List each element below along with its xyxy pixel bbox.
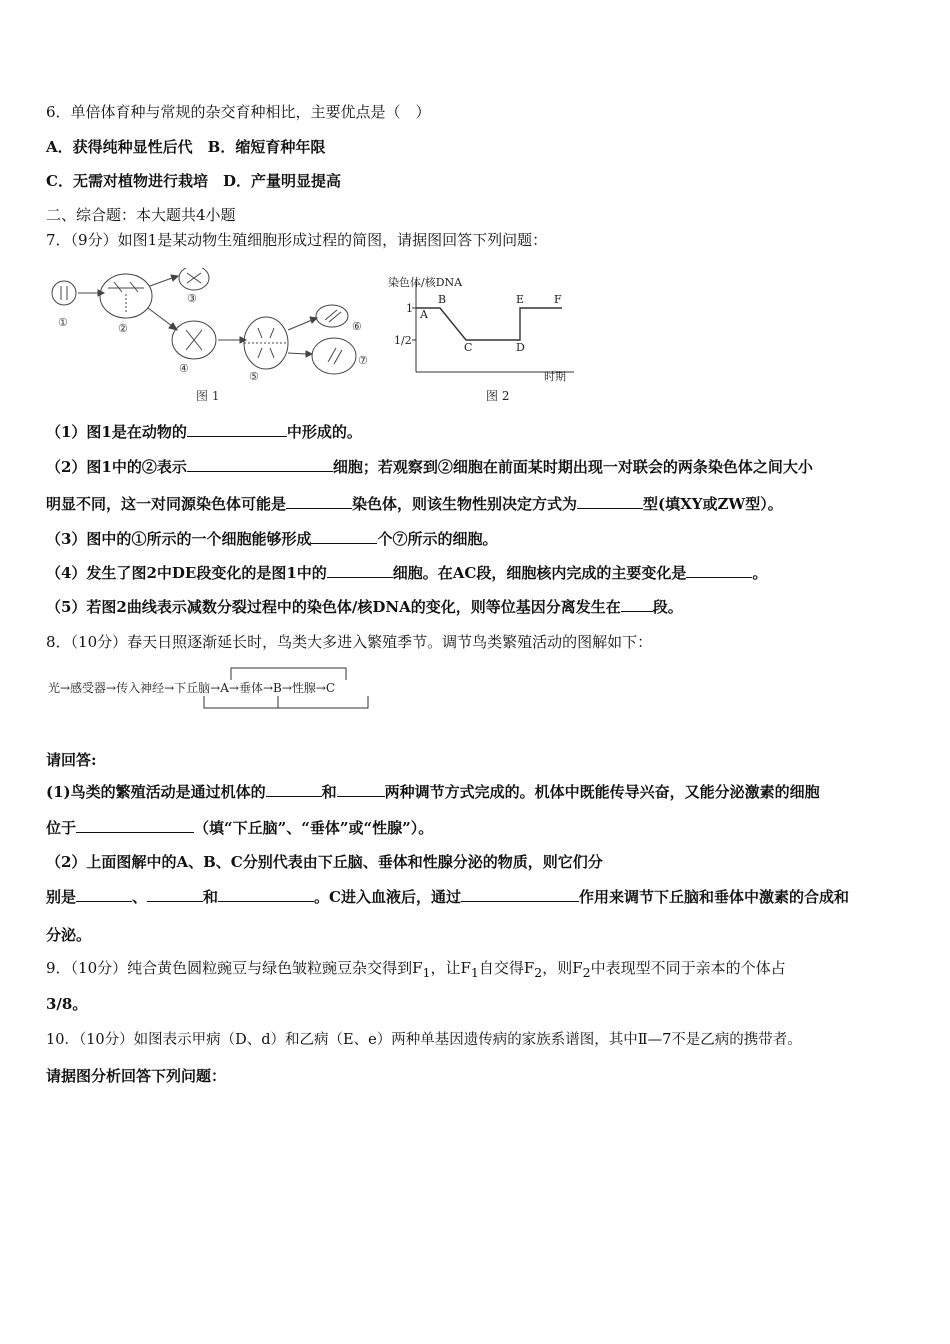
cell-3 xyxy=(179,268,209,290)
blank[interactable] xyxy=(218,887,314,902)
cell-7 xyxy=(312,338,356,374)
blank[interactable] xyxy=(76,818,194,833)
label-4: ④ xyxy=(179,362,189,375)
q7-part2-line1: （2）图1中的②表示 细胞；若观察到②细胞在前面某时期出现一对联会的两条染色体之间大小 xyxy=(46,458,813,476)
blank[interactable] xyxy=(327,563,393,578)
label-5: ⑤ xyxy=(249,370,259,383)
q8-part1-line2: 位于 （填“下丘脑”、“垂体”或“性腺”）。 xyxy=(46,819,434,837)
figure-2-graph xyxy=(384,272,584,408)
q7-stem: 7．（9分）如图1是某动物生殖细胞形成过程的简图，请据图回答下列问题： xyxy=(46,231,548,249)
blank[interactable] xyxy=(76,887,132,902)
cell-1 xyxy=(52,281,76,305)
figure-1-caption: 图 1 xyxy=(196,389,220,403)
q8-regulation-diagram xyxy=(46,664,376,712)
q8-ask: 请回答: xyxy=(46,751,97,769)
q8-part2-line3: 分泌。 xyxy=(46,926,92,944)
figure-1-cell-division xyxy=(44,268,384,408)
point-E: E xyxy=(516,293,525,306)
label-7: ⑦ xyxy=(358,354,368,367)
point-F: F xyxy=(554,293,562,306)
q10-stem: 10．（10分）如图表示甲病（D、d）和乙病（E、e）两种单基因遗传病的家族系谱图，其中Ⅱ—7不是乙病的携带者。 xyxy=(46,1032,802,1048)
q8-stem: 8．（10分）春天日照逐渐延长时，鸟类大多进入繁殖季节。调节鸟类繁殖活动的图解如下： xyxy=(46,633,653,651)
cell-6 xyxy=(316,305,348,327)
q9-stem: 9．（10分）纯合黄色圆粒豌豆与绿色皱粒豌豆杂交得到$F_1$，让$F_1$自交得$F_2$，则$F_2$中表现型不同于亲本的个体占 xyxy=(46,959,786,980)
q7-part5: （5）若图2曲线表示减数分裂过程中的染色体/核DNA的变化，则等位基因分离发生在 段。 xyxy=(46,598,683,616)
blank[interactable] xyxy=(337,782,385,797)
q6-options-cd: C．无需对植物进行栽培 D．产量明显提高 xyxy=(46,172,341,190)
x-axis-label: 时期 xyxy=(544,370,566,383)
label-3: ③ xyxy=(187,292,197,305)
blank[interactable] xyxy=(187,422,287,437)
q8-part1-line1: (1)鸟类的繁殖活动是通过机体的 和 两种调节方式完成的。机体中既能传导兴奋，又能分泌激素的细胞 xyxy=(46,783,820,801)
blank[interactable] xyxy=(266,782,322,797)
figure-2-caption: 图 2 xyxy=(486,389,510,403)
tick-half: 1/2 xyxy=(394,334,412,347)
blank[interactable] xyxy=(621,597,653,612)
point-C: C xyxy=(464,341,473,354)
blank[interactable] xyxy=(461,887,579,902)
blank[interactable] xyxy=(147,887,203,902)
q7-part3: （3）图中的①所示的一个细胞能够形成 个⑦所示的细胞。 xyxy=(46,530,498,548)
q7-part4: （4）发生了图2中DE段变化的是图1中的 细胞。在AC段，细胞核内完成的主要变化是 。 xyxy=(46,564,768,582)
q10-ask: 请据图分析回答下列问题： xyxy=(46,1067,227,1085)
q7-part2-line2: 明显不同，这一对同源染色体可能是 染色体，则该生物性别决定方式为 型(填XY或ZW型）。 xyxy=(46,495,783,513)
point-A: A xyxy=(420,308,428,321)
tick-1: 1 xyxy=(406,302,413,315)
q9-answer: 3/8。 xyxy=(46,995,88,1013)
q8-diagram-text: 光→感受器→传入神经→下丘脑→A→垂体→B→性腺→C xyxy=(48,681,336,695)
blank[interactable] xyxy=(286,494,352,509)
q6-options-ab: A．获得纯种显性后代 B．缩短育种年限 xyxy=(46,138,326,156)
label-6: ⑥ xyxy=(352,320,362,333)
q8-part2-line2: 别是 、 和 。C进入血液后，通过 作用来调节下丘脑和垂体中激素的合成和 xyxy=(46,888,850,906)
blank[interactable] xyxy=(311,529,377,544)
q8-part2-line1: （2）上面图解中的A、B、C分别代表由下丘脑、垂体和性腺分泌的物质，则它们分 xyxy=(46,853,603,871)
q6-stem: 6．单倍体育种与常规的杂交育种相比，主要优点是（ ） xyxy=(46,103,431,121)
q7-part1: （1）图1是在动物的 中形成的。 xyxy=(46,423,362,441)
point-B: B xyxy=(438,293,447,306)
point-D: D xyxy=(516,341,525,354)
blank[interactable] xyxy=(686,563,752,578)
label-2: ② xyxy=(118,322,128,335)
y-axis-label: 染色体/核DNA xyxy=(388,276,463,289)
blank[interactable] xyxy=(187,457,333,472)
blank[interactable] xyxy=(577,494,643,509)
section-title: 二、综合题：本大题共4小题 xyxy=(46,206,236,224)
label-1: ① xyxy=(58,316,68,329)
